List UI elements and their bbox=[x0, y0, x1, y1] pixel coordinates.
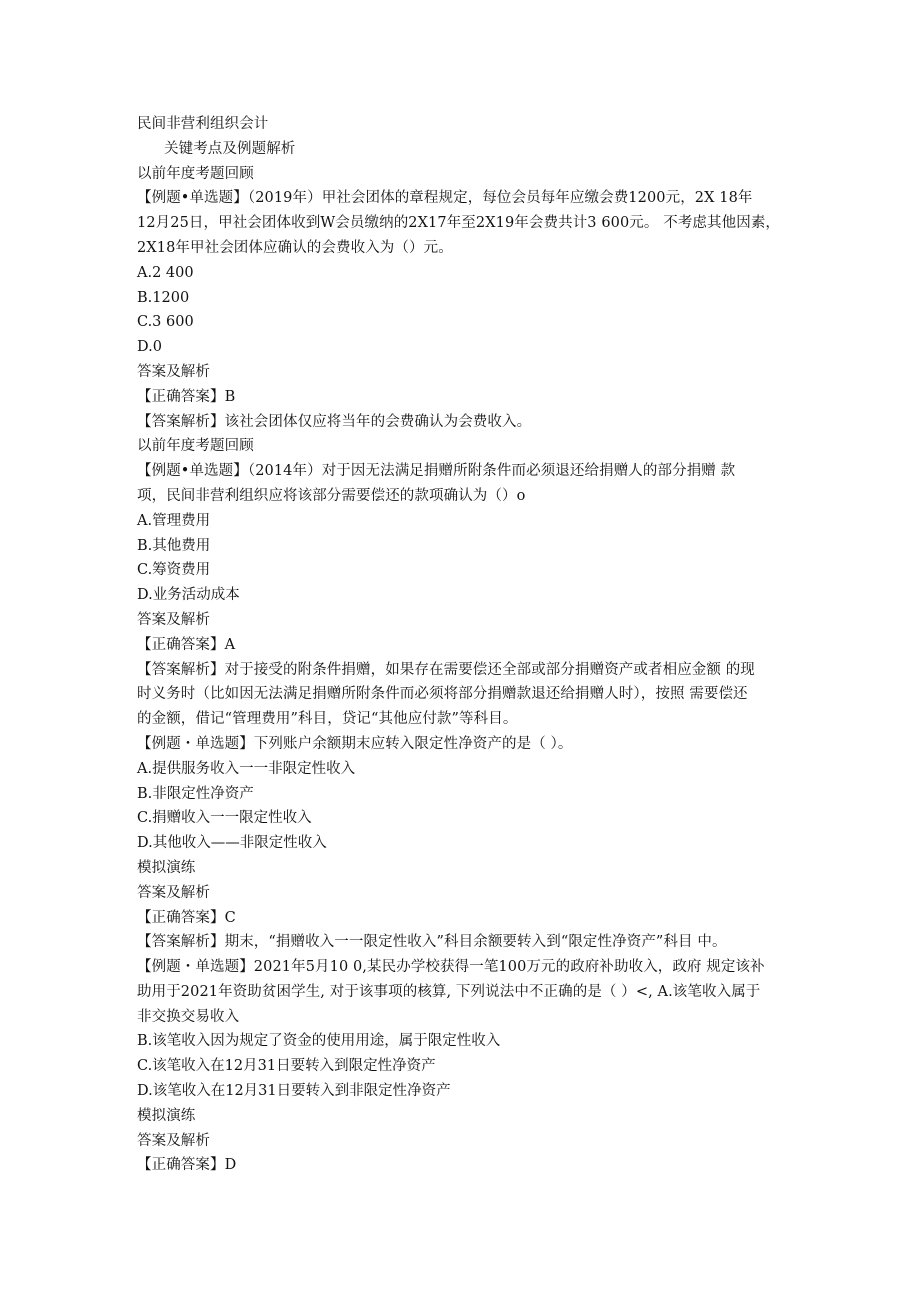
answer-heading: 答案及解析 bbox=[137, 1132, 210, 1149]
document-title: 民间非营利组织会计 bbox=[137, 116, 269, 132]
option-d: D.业务活动成本 bbox=[137, 587, 240, 604]
answer-heading: 答案及解析 bbox=[137, 363, 210, 380]
question-line: 【例题・单选题】下列账户余额期末应转入限定性净资产的是（ ）。 bbox=[137, 735, 573, 752]
question-line: 【例题・单选题】2021年5月10 0,某民办学校获得一笔100万元的政府补助收入，政府 规定该补 bbox=[137, 959, 765, 976]
option-c: C.筹资费用 bbox=[137, 562, 211, 579]
document-subtitle: 关键考点及例题解析 bbox=[164, 140, 296, 157]
answer-explanation: 【答案解析】该社会团体仅应将当年的会费确认为会费收入。 bbox=[137, 413, 532, 430]
option-a: A.管理费用 bbox=[137, 512, 211, 529]
document-body bbox=[137, 112, 797, 1178]
question-line: 【例题•单选题】（2019年）甲社会团体的章程规定，每位会员每年应缴会费1200元，2X 18年 bbox=[137, 190, 753, 207]
option-c: C.3 600 bbox=[137, 314, 194, 331]
correct-answer: 【正确答案】D bbox=[137, 1157, 237, 1174]
correct-answer: 【正确答案】B bbox=[137, 388, 236, 405]
answer-heading: 答案及解析 bbox=[137, 611, 210, 628]
section-heading: 模拟演练 bbox=[137, 859, 196, 876]
correct-answer: 【正确答案】C bbox=[137, 909, 236, 926]
question-line: 12月25日，甲社会团体收到W会员缴纳的2X17年至2X19年会费共计3 600元。 不考虑其他因素， bbox=[137, 215, 781, 232]
option-d: D.0 bbox=[137, 339, 162, 356]
answer-explanation: 时义务时（比如因无法满足捐赠所附条件而必须将部分捐赠款退还给捐赠人时），按照 需要偿还 bbox=[137, 686, 748, 703]
option-c: C.捐赠收入一一限定性收入 bbox=[137, 810, 312, 827]
option-c: C.该笔收入在12月31日要转入到限定性净资产 bbox=[137, 1058, 436, 1075]
question-line: 助用于2021年资助贫困学生, 对于该事项的核算, 下列说法中不正确的是（ ）<, A.该笔收入属于 bbox=[137, 983, 761, 1000]
section-heading: 以前年度考题回顾 bbox=[137, 165, 254, 182]
option-d: D.其他收入——非限定性收入 bbox=[137, 835, 327, 852]
option-d: D.该笔收入在12月31日要转入到非限定性净资产 bbox=[137, 1083, 451, 1100]
option-b: B.该笔收入因为规定了资金的使用用途，属于限定性收入 bbox=[137, 1033, 501, 1050]
option-b: B.其他费用 bbox=[137, 537, 211, 554]
option-b: B.1200 bbox=[137, 289, 190, 306]
answer-explanation: 【答案解析】期末，“捐赠收入一一限定性收入”科目余额要转入到“限定性净资产”科目 中。 bbox=[137, 934, 727, 951]
question-line: 非交换交易收入 bbox=[137, 1008, 240, 1025]
question-line: 2X18年甲社会团体应确认的会费收入为（）元。 bbox=[137, 239, 453, 256]
answer-heading: 答案及解析 bbox=[137, 884, 210, 901]
correct-answer: 【正确答案】A bbox=[137, 636, 236, 653]
section-heading: 以前年度考题回顾 bbox=[137, 438, 254, 455]
question-line: 项，民间非营利组织应将该部分需要偿还的款项确认为（）o bbox=[137, 487, 526, 504]
answer-explanation: 的金额，借记“管理费用”科目，贷记“其他应付款”等科目。 bbox=[137, 711, 518, 728]
option-a: A.提供服务收入一一非限定性收入 bbox=[137, 760, 356, 777]
section-heading: 模拟演练 bbox=[137, 1107, 196, 1124]
answer-explanation: 【答案解析】对于接受的附条件捐赠，如果存在需要偿还全部或部分捐赠资产或者相应金额 的现 bbox=[137, 661, 755, 678]
question-line: 【例题•单选题】（2014年）对于因无法满足捐赠所附条件而必须退还给捐赠人的部分捐赠 款 bbox=[137, 463, 736, 480]
option-a: A.2 400 bbox=[137, 264, 194, 281]
option-b: B.非限定性净资产 bbox=[137, 785, 254, 802]
